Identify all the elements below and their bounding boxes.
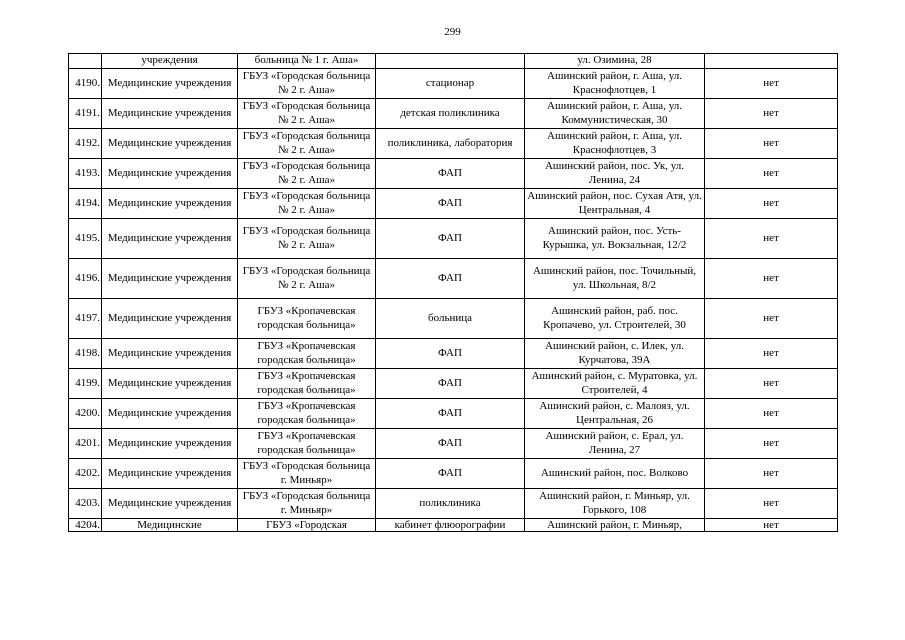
status: нет [705, 189, 838, 219]
institution-type: Медицинские учреждения [102, 429, 238, 459]
table-row [69, 129, 838, 159]
address: Ашинский район, с. Ерал, ул. Ленина, 27 [525, 429, 705, 459]
institution-type: Медицинские учреждения [102, 369, 238, 399]
address: Ашинский район, с. Илек, ул. Курчатова, 39А [525, 339, 705, 369]
row-number: 4204. [69, 519, 102, 532]
row-number: 4194. [69, 189, 102, 219]
organization-name: больница № 1 г. Аша» [238, 54, 376, 69]
facility-type: ФАП [376, 159, 525, 189]
row-number: 4193. [69, 159, 102, 189]
address: Ашинский район, пос. Ук, ул. Ленина, 24 [525, 159, 705, 189]
status: нет [705, 299, 838, 339]
row-number: 4202. [69, 459, 102, 489]
facility-type: поликлиника [376, 489, 525, 519]
institution-type: Медицинские учреждения [102, 259, 238, 299]
institution-type: учреждения [102, 54, 238, 69]
status: нет [705, 339, 838, 369]
institution-type: Медицинские учреждения [102, 219, 238, 259]
page-number: 299 [444, 26, 461, 38]
organization-name: ГБУЗ «Городская больница № 2 г. Аша» [238, 259, 376, 299]
facility-type: больница [376, 299, 525, 339]
table-row [69, 54, 838, 69]
address: Ашинский район, с. Муратовка, ул. Строителей, 4 [525, 369, 705, 399]
facility-type: кабинет флюорографии [376, 519, 525, 532]
row-number: 4203. [69, 489, 102, 519]
organization-name: ГБУЗ «Городская больница № 2 г. Аша» [238, 69, 376, 99]
address: Ашинский район, г. Аша, ул. Коммунистическая, 30 [525, 99, 705, 129]
row-number: 4196. [69, 259, 102, 299]
row-number: 4195. [69, 219, 102, 259]
organization-name: ГБУЗ «Городская больница г. Миньяр» [238, 459, 376, 489]
status: нет [705, 369, 838, 399]
table-row [69, 99, 838, 129]
table-row [69, 459, 838, 489]
organization-name: ГБУЗ «Городская больница г. Миньяр» [238, 489, 376, 519]
address: Ашинский район, раб. пос. Кропачево, ул. Строителей, 30 [525, 299, 705, 339]
row-number [69, 54, 102, 69]
organization-name: ГБУЗ «Городская больница № 2 г. Аша» [238, 159, 376, 189]
table-row [69, 399, 838, 429]
address: Ашинский район, пос. Волково [525, 459, 705, 489]
table-row [69, 259, 838, 299]
facility-type: ФАП [376, 429, 525, 459]
status [705, 54, 838, 69]
status: нет [705, 99, 838, 129]
row-number: 4192. [69, 129, 102, 159]
organization-name: ГБУЗ «Кропачевская городская больница» [238, 299, 376, 339]
organization-name: ГБУЗ «Кропачевская городская больница» [238, 369, 376, 399]
institution-type: Медицинские учреждения [102, 489, 238, 519]
organization-name: ГБУЗ «Кропачевская городская больница» [238, 339, 376, 369]
organization-name: ГБУЗ «Городская больница № 2 г. Аша» [238, 99, 376, 129]
address: Ашинский район, пос. Усть-Курышка, ул. Вокзальная, 12/2 [525, 219, 705, 259]
address: Ашинский район, пос. Сухая Атя, ул. Центральная, 4 [525, 189, 705, 219]
facility-type: ФАП [376, 399, 525, 429]
organization-name: ГБУЗ «Кропачевская городская больница» [238, 399, 376, 429]
facility-type: детская поликлиника [376, 99, 525, 129]
status: нет [705, 489, 838, 519]
facility-type: поликлиника, лаборатория [376, 129, 525, 159]
row-number: 4190. [69, 69, 102, 99]
institution-type: Медицинские учреждения [102, 299, 238, 339]
table-row [69, 219, 838, 259]
facility-type: ФАП [376, 219, 525, 259]
institution-type: Медицинские учреждения [102, 69, 238, 99]
table-row [69, 429, 838, 459]
institution-type: Медицинские учреждения [102, 189, 238, 219]
status: нет [705, 259, 838, 299]
facility-type: стационар [376, 69, 525, 99]
table-row [69, 299, 838, 339]
table-row [69, 189, 838, 219]
address: Ашинский район, г. Миньяр, [525, 519, 705, 532]
institution-type: Медицинские учреждения [102, 459, 238, 489]
status: нет [705, 129, 838, 159]
table-row [69, 369, 838, 399]
table-row [69, 159, 838, 189]
institution-type: Медицинские учреждения [102, 99, 238, 129]
institution-type: Медицинские учреждения [102, 129, 238, 159]
address: Ашинский район, с. Малояз, ул. Центральная, 26 [525, 399, 705, 429]
institution-type: Медицинские [102, 519, 238, 532]
address: Ашинский район, г. Аша, ул. Краснофлотцев, 1 [525, 69, 705, 99]
status: нет [705, 69, 838, 99]
status: нет [705, 399, 838, 429]
facility-type [376, 54, 525, 69]
row-number: 4201. [69, 429, 102, 459]
row-number: 4200. [69, 399, 102, 429]
table-row [69, 339, 838, 369]
status: нет [705, 519, 838, 532]
facility-type: ФАП [376, 369, 525, 399]
organization-name: ГБУЗ «Городская больница № 2 г. Аша» [238, 189, 376, 219]
facility-type: ФАП [376, 259, 525, 299]
row-number: 4191. [69, 99, 102, 129]
address: Ашинский район, г. Аша, ул. Краснофлотцев, 3 [525, 129, 705, 159]
organization-name: ГБУЗ «Кропачевская городская больница» [238, 429, 376, 459]
status: нет [705, 429, 838, 459]
table-row [69, 69, 838, 99]
institution-type: Медицинские учреждения [102, 339, 238, 369]
row-number: 4199. [69, 369, 102, 399]
facility-type: ФАП [376, 459, 525, 489]
address: Ашинский район, пос. Точильный, ул. Школьная, 8/2 [525, 259, 705, 299]
row-number: 4197. [69, 299, 102, 339]
status: нет [705, 459, 838, 489]
organization-name: ГБУЗ «Городская больница № 2 г. Аша» [238, 219, 376, 259]
status: нет [705, 219, 838, 259]
table-row [69, 489, 838, 519]
organization-name: ГБУЗ «Городская [238, 519, 376, 532]
address: Ашинский район, г. Миньяр, ул. Горького, 108 [525, 489, 705, 519]
status: нет [705, 159, 838, 189]
institution-type: Медицинские учреждения [102, 159, 238, 189]
facility-type: ФАП [376, 189, 525, 219]
organization-name: ГБУЗ «Городская больница № 2 г. Аша» [238, 129, 376, 159]
institution-type: Медицинские учреждения [102, 399, 238, 429]
registry-table [68, 53, 838, 532]
address: ул. Озимина, 28 [525, 54, 705, 69]
row-number: 4198. [69, 339, 102, 369]
table-row [69, 519, 838, 532]
facility-type: ФАП [376, 339, 525, 369]
